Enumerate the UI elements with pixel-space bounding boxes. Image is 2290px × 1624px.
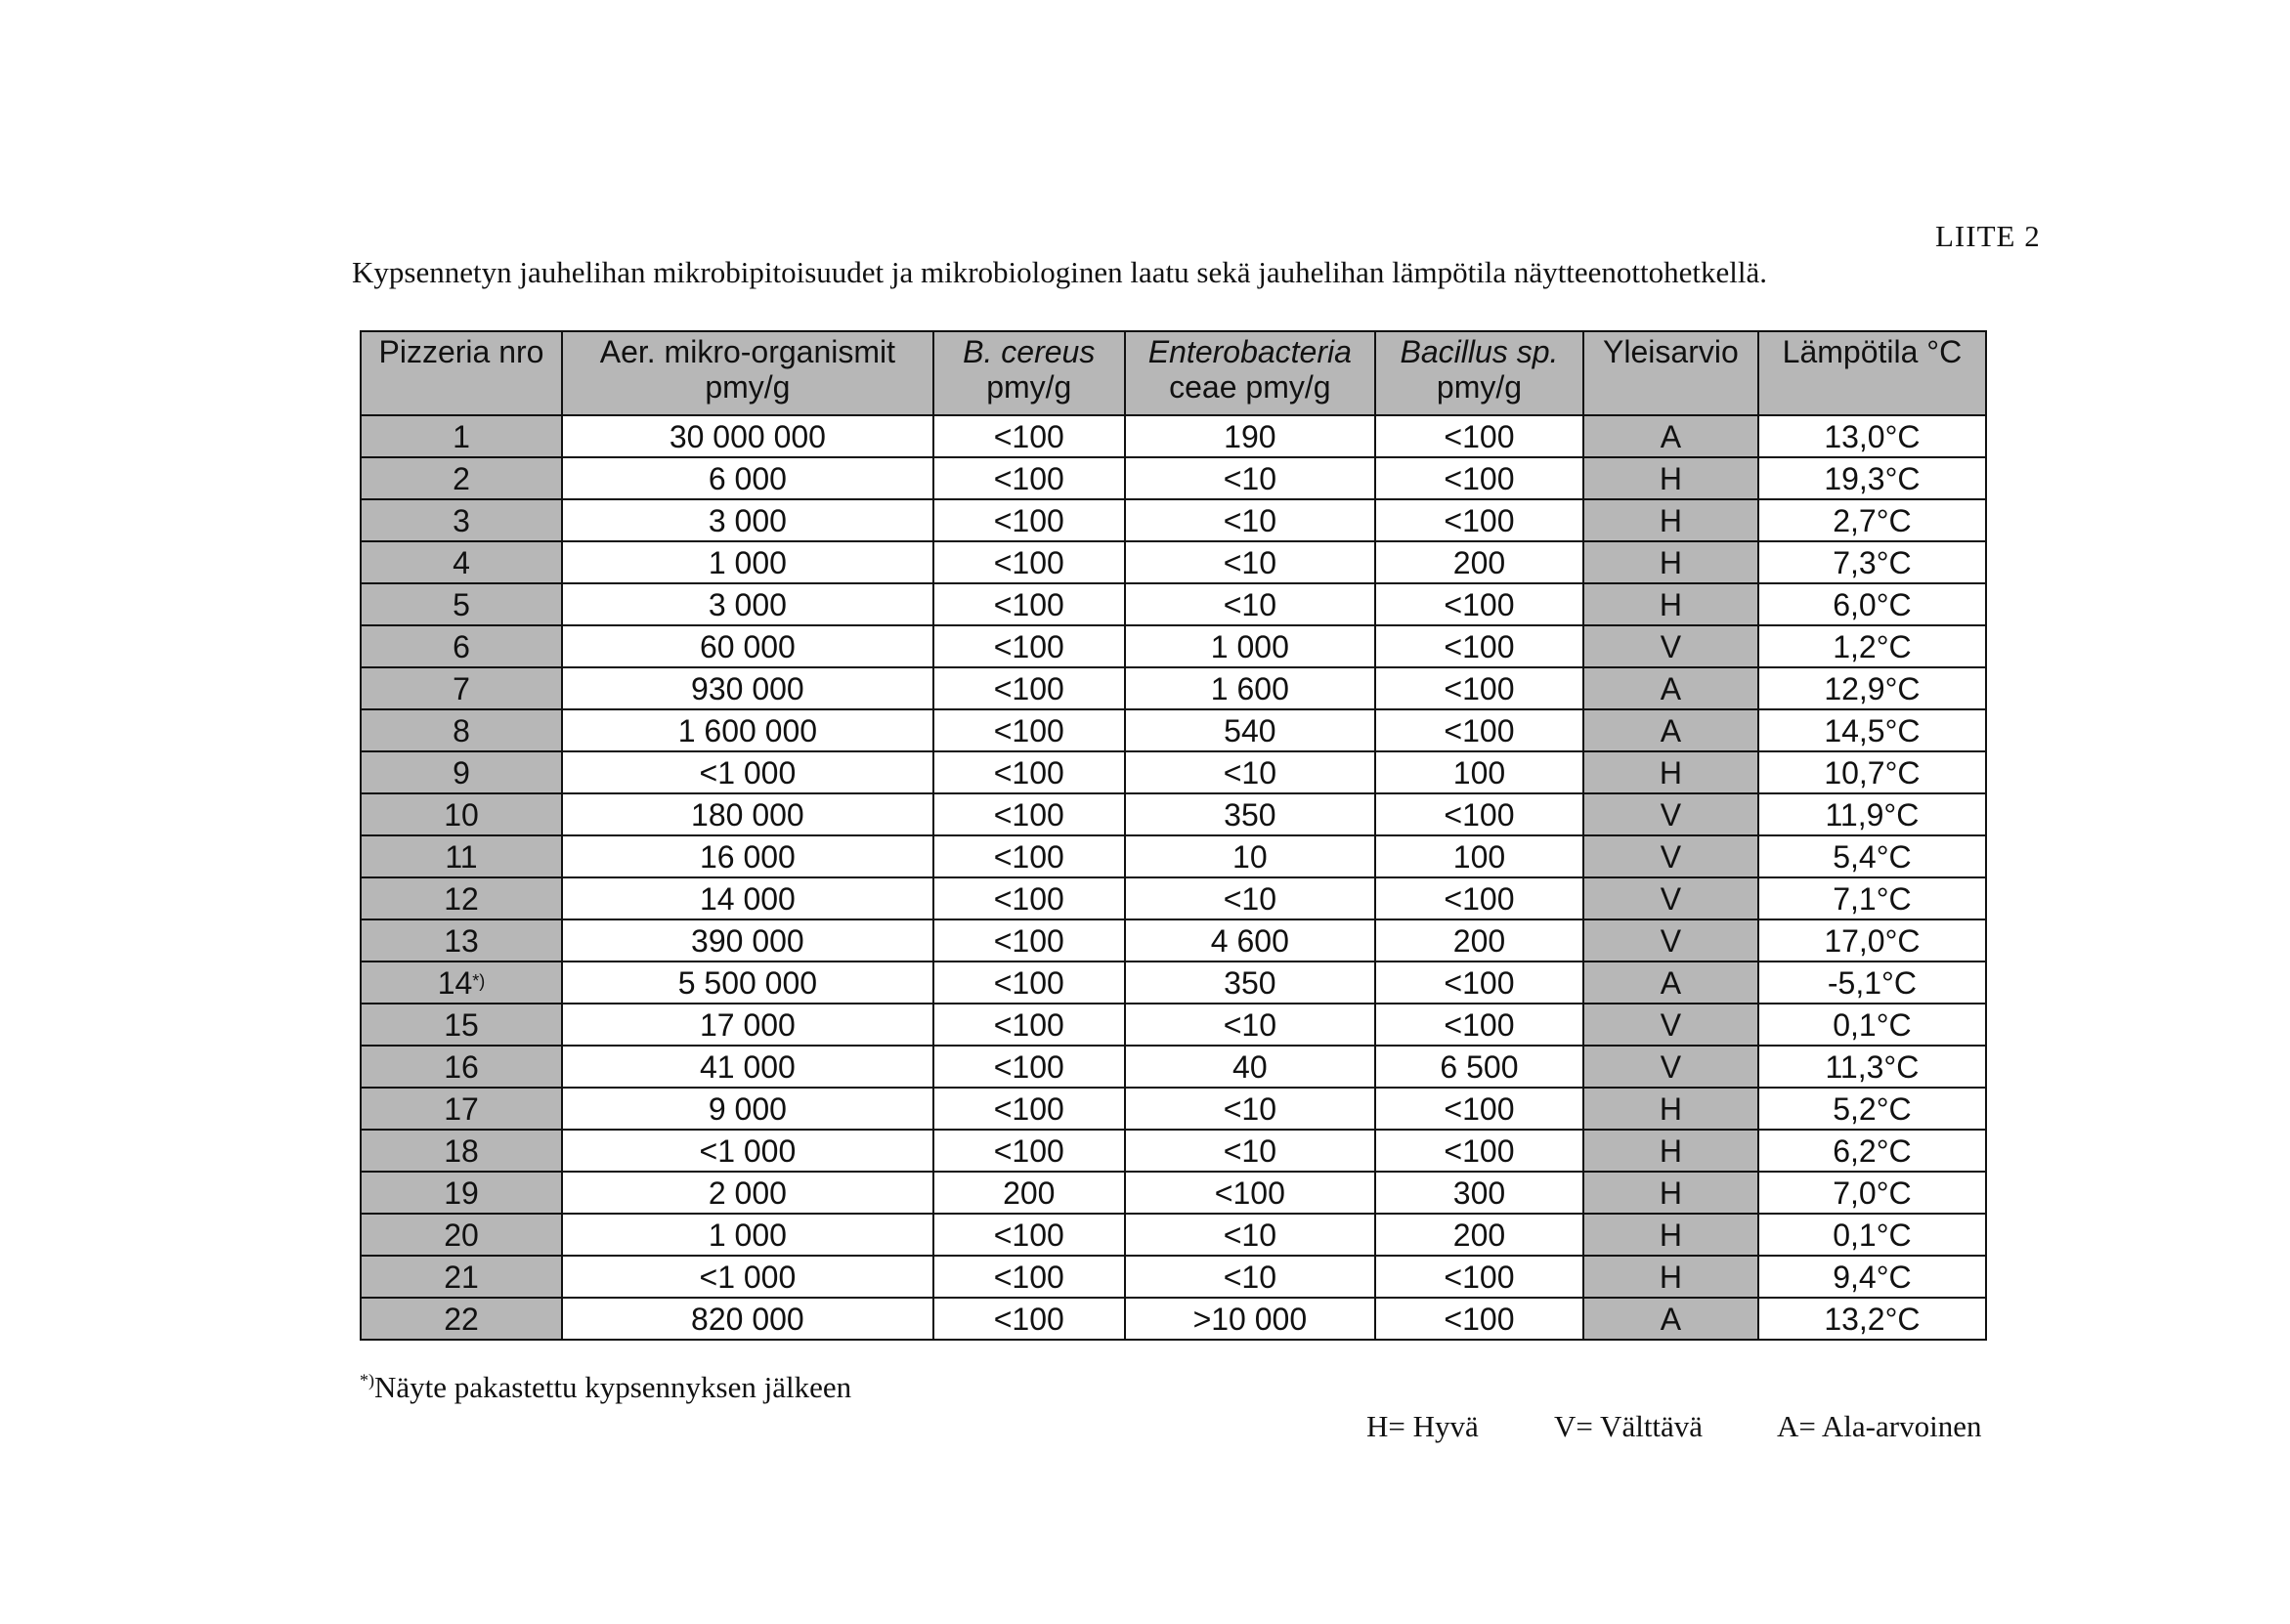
- cell-aerobic: <1 000: [562, 1256, 933, 1298]
- cell-yleisarvio: H: [1583, 1130, 1758, 1172]
- header-enterobacteriaceae: Enterobacteria ceae pmy/g: [1125, 331, 1375, 415]
- legend-ala-arvoinen: A= Ala-arvoinen: [1777, 1409, 1982, 1443]
- cell-b-cereus: <100: [933, 541, 1125, 583]
- footnote: [360, 1370, 851, 1405]
- cell-b-cereus: <100: [933, 583, 1125, 625]
- cell-bacillus: <100: [1375, 457, 1583, 499]
- cell-pizzeria-nro: 20: [361, 1214, 562, 1256]
- cell-yleisarvio: A: [1583, 709, 1758, 751]
- cell-b-cereus: <100: [933, 751, 1125, 793]
- cell-b-cereus: <100: [933, 1088, 1125, 1130]
- cell-yleisarvio: H: [1583, 1214, 1758, 1256]
- table-header: [361, 331, 1986, 415]
- cell-aerobic: 5 500 000: [562, 962, 933, 1004]
- cell-enterobacteriaceae: <10: [1125, 877, 1375, 919]
- cell-b-cereus: <100: [933, 835, 1125, 877]
- cell-aerobic: 41 000: [562, 1046, 933, 1088]
- cell-aerobic: 820 000: [562, 1298, 933, 1340]
- cell-b-cereus: <100: [933, 709, 1125, 751]
- table-row: [361, 751, 1986, 793]
- table-row: [361, 1298, 1986, 1340]
- cell-aerobic: 390 000: [562, 919, 933, 962]
- cell-yleisarvio: V: [1583, 793, 1758, 835]
- cell-lampotila: 11,3°C: [1758, 1046, 1986, 1088]
- header-aerobic: Aer. mikro-organismit pmy/g: [562, 331, 933, 415]
- cell-yleisarvio: H: [1583, 1256, 1758, 1298]
- cell-b-cereus: <100: [933, 1004, 1125, 1046]
- cell-pizzeria-nro: 21: [361, 1256, 562, 1298]
- cell-aerobic: 6 000: [562, 457, 933, 499]
- cell-pizzeria-nro: 16: [361, 1046, 562, 1088]
- cell-pizzeria-nro: 18: [361, 1130, 562, 1172]
- cell-lampotila: 11,9°C: [1758, 793, 1986, 835]
- cell-b-cereus: <100: [933, 415, 1125, 457]
- cell-aerobic: 16 000: [562, 835, 933, 877]
- table-row: [361, 415, 1986, 457]
- cell-lampotila: -5,1°C: [1758, 962, 1986, 1004]
- cell-bacillus: 100: [1375, 835, 1583, 877]
- cell-enterobacteriaceae: 540: [1125, 709, 1375, 751]
- footnote-marker: *): [360, 1370, 374, 1390]
- cell-b-cereus: <100: [933, 962, 1125, 1004]
- cell-b-cereus: <100: [933, 1214, 1125, 1256]
- cell-pizzeria-nro: 10: [361, 793, 562, 835]
- cell-pizzeria-nro: 3: [361, 499, 562, 541]
- cell-lampotila: 1,2°C: [1758, 625, 1986, 667]
- table-caption: Kypsennetyn jauhelihan mikrobipitoisuudet ja mikrobiologinen laatu sekä jauhelihan lämpötila näytteenottohetkellä.: [352, 255, 1768, 289]
- cell-yleisarvio: V: [1583, 1046, 1758, 1088]
- cell-bacillus: <100: [1375, 709, 1583, 751]
- cell-aerobic: 1 600 000: [562, 709, 933, 751]
- cell-aerobic: 3 000: [562, 499, 933, 541]
- cell-bacillus: 6 500: [1375, 1046, 1583, 1088]
- cell-enterobacteriaceae: 350: [1125, 793, 1375, 835]
- cell-lampotila: 0,1°C: [1758, 1004, 1986, 1046]
- cell-yleisarvio: V: [1583, 835, 1758, 877]
- page-label: LIITE 2: [1935, 219, 2041, 253]
- cell-bacillus: 300: [1375, 1172, 1583, 1214]
- cell-pizzeria-nro: 9: [361, 751, 562, 793]
- table-row: [361, 1256, 1986, 1298]
- cell-enterobacteriaceae: 190: [1125, 415, 1375, 457]
- cell-bacillus: <100: [1375, 583, 1583, 625]
- table-row: [361, 499, 1986, 541]
- cell-bacillus: <100: [1375, 415, 1583, 457]
- cell-aerobic: 17 000: [562, 1004, 933, 1046]
- cell-lampotila: 6,2°C: [1758, 1130, 1986, 1172]
- cell-bacillus: <100: [1375, 877, 1583, 919]
- cell-yleisarvio: H: [1583, 583, 1758, 625]
- cell-b-cereus: <100: [933, 1130, 1125, 1172]
- cell-bacillus: <100: [1375, 625, 1583, 667]
- cell-yleisarvio: H: [1583, 541, 1758, 583]
- cell-yleisarvio: A: [1583, 962, 1758, 1004]
- cell-enterobacteriaceae: <100: [1125, 1172, 1375, 1214]
- table-row: [361, 625, 1986, 667]
- cell-aerobic: 9 000: [562, 1088, 933, 1130]
- table-row: [361, 919, 1986, 962]
- cell-b-cereus: <100: [933, 499, 1125, 541]
- cell-aerobic: 180 000: [562, 793, 933, 835]
- cell-pizzeria-nro: 15: [361, 1004, 562, 1046]
- table-row: [361, 1004, 1986, 1046]
- cell-enterobacteriaceae: <10: [1125, 1004, 1375, 1046]
- cell-yleisarvio: A: [1583, 1298, 1758, 1340]
- table-row: [361, 1046, 1986, 1088]
- cell-lampotila: 14,5°C: [1758, 709, 1986, 751]
- cell-pizzeria-nro: 12: [361, 877, 562, 919]
- table-row: [361, 793, 1986, 835]
- cell-enterobacteriaceae: <10: [1125, 1088, 1375, 1130]
- table-row: [361, 457, 1986, 499]
- cell-pizzeria-nro: 14*): [361, 962, 562, 1004]
- cell-yleisarvio: A: [1583, 415, 1758, 457]
- cell-lampotila: 7,1°C: [1758, 877, 1986, 919]
- table-row: [361, 583, 1986, 625]
- footnote-text: Näyte pakastettu kypsennyksen jälkeen: [374, 1370, 852, 1404]
- table-row: [361, 667, 1986, 709]
- cell-lampotila: 10,7°C: [1758, 751, 1986, 793]
- cell-enterobacteriaceae: 40: [1125, 1046, 1375, 1088]
- cell-pizzeria-nro: 11: [361, 835, 562, 877]
- cell-yleisarvio: V: [1583, 625, 1758, 667]
- cell-aerobic: 2 000: [562, 1172, 933, 1214]
- cell-b-cereus: <100: [933, 919, 1125, 962]
- cell-yleisarvio: H: [1583, 499, 1758, 541]
- cell-enterobacteriaceae: <10: [1125, 1130, 1375, 1172]
- cell-pizzeria-nro: 1: [361, 415, 562, 457]
- cell-aerobic: <1 000: [562, 751, 933, 793]
- cell-lampotila: 5,4°C: [1758, 835, 1986, 877]
- cell-pizzeria-nro: 22: [361, 1298, 562, 1340]
- cell-pizzeria-nro: 5: [361, 583, 562, 625]
- cell-yleisarvio: V: [1583, 1004, 1758, 1046]
- cell-bacillus: <100: [1375, 1088, 1583, 1130]
- table-body: [361, 415, 1986, 1340]
- cell-enterobacteriaceae: <10: [1125, 541, 1375, 583]
- cell-lampotila: 13,0°C: [1758, 415, 1986, 457]
- table-row: [361, 1172, 1986, 1214]
- cell-yleisarvio: H: [1583, 1172, 1758, 1214]
- row-note-marker: *): [472, 970, 486, 991]
- cell-aerobic: 60 000: [562, 625, 933, 667]
- cell-pizzeria-nro: 2: [361, 457, 562, 499]
- cell-bacillus: <100: [1375, 1004, 1583, 1046]
- header-bacillus: Bacillus sp. pmy/g: [1375, 331, 1583, 415]
- table-row: [361, 877, 1986, 919]
- cell-lampotila: 13,2°C: [1758, 1298, 1986, 1340]
- cell-pizzeria-nro: 13: [361, 919, 562, 962]
- header-lampotila: Lämpötila °C: [1758, 331, 1986, 415]
- header-b-cereus: B. cereus pmy/g: [933, 331, 1125, 415]
- table-row: [361, 1214, 1986, 1256]
- cell-b-cereus: <100: [933, 625, 1125, 667]
- cell-lampotila: 19,3°C: [1758, 457, 1986, 499]
- cell-enterobacteriaceae: 4 600: [1125, 919, 1375, 962]
- cell-enterobacteriaceae: <10: [1125, 583, 1375, 625]
- cell-bacillus: 100: [1375, 751, 1583, 793]
- cell-yleisarvio: H: [1583, 457, 1758, 499]
- cell-aerobic: 14 000: [562, 877, 933, 919]
- cell-bacillus: <100: [1375, 793, 1583, 835]
- cell-lampotila: 0,1°C: [1758, 1214, 1986, 1256]
- legend-hyva: H= Hyvä: [1366, 1409, 1479, 1443]
- cell-yleisarvio: V: [1583, 919, 1758, 962]
- cell-enterobacteriaceae: <10: [1125, 1256, 1375, 1298]
- cell-enterobacteriaceae: >10 000: [1125, 1298, 1375, 1340]
- cell-enterobacteriaceae: 10: [1125, 835, 1375, 877]
- cell-lampotila: 9,4°C: [1758, 1256, 1986, 1298]
- cell-bacillus: 200: [1375, 541, 1583, 583]
- cell-b-cereus: <100: [933, 877, 1125, 919]
- cell-lampotila: 5,2°C: [1758, 1088, 1986, 1130]
- cell-yleisarvio: A: [1583, 667, 1758, 709]
- cell-bacillus: <100: [1375, 1130, 1583, 1172]
- table-row: [361, 541, 1986, 583]
- cell-bacillus: <100: [1375, 962, 1583, 1004]
- cell-b-cereus: <100: [933, 1256, 1125, 1298]
- cell-pizzeria-nro: 17: [361, 1088, 562, 1130]
- cell-bacillus: <100: [1375, 1298, 1583, 1340]
- cell-enterobacteriaceae: 1 600: [1125, 667, 1375, 709]
- cell-lampotila: 6,0°C: [1758, 583, 1986, 625]
- cell-aerobic: 930 000: [562, 667, 933, 709]
- cell-lampotila: 7,3°C: [1758, 541, 1986, 583]
- cell-enterobacteriaceae: <10: [1125, 499, 1375, 541]
- cell-bacillus: 200: [1375, 919, 1583, 962]
- cell-pizzeria-nro: 19: [361, 1172, 562, 1214]
- cell-aerobic: 3 000: [562, 583, 933, 625]
- cell-aerobic: 1 000: [562, 1214, 933, 1256]
- results-table: [360, 330, 1987, 1341]
- legend-valttava: V= Välttävä: [1554, 1409, 1704, 1443]
- header-yleisarvio: Yleisarvio: [1583, 331, 1758, 415]
- cell-lampotila: 7,0°C: [1758, 1172, 1986, 1214]
- cell-yleisarvio: V: [1583, 877, 1758, 919]
- header-pizzeria-nro: Pizzeria nro: [361, 331, 562, 415]
- cell-lampotila: 17,0°C: [1758, 919, 1986, 962]
- cell-b-cereus: <100: [933, 457, 1125, 499]
- cell-pizzeria-nro: 7: [361, 667, 562, 709]
- cell-aerobic: 30 000 000: [562, 415, 933, 457]
- table-row: [361, 835, 1986, 877]
- cell-b-cereus: <100: [933, 793, 1125, 835]
- cell-pizzeria-nro: 4: [361, 541, 562, 583]
- cell-b-cereus: <100: [933, 667, 1125, 709]
- cell-bacillus: <100: [1375, 499, 1583, 541]
- cell-lampotila: 2,7°C: [1758, 499, 1986, 541]
- cell-bacillus: <100: [1375, 1256, 1583, 1298]
- table-row: [361, 1130, 1986, 1172]
- cell-b-cereus: 200: [933, 1172, 1125, 1214]
- cell-bacillus: 200: [1375, 1214, 1583, 1256]
- cell-enterobacteriaceae: <10: [1125, 457, 1375, 499]
- cell-b-cereus: <100: [933, 1298, 1125, 1340]
- cell-enterobacteriaceae: <10: [1125, 1214, 1375, 1256]
- table-row: [361, 709, 1986, 751]
- cell-aerobic: <1 000: [562, 1130, 933, 1172]
- table-row: [361, 1088, 1986, 1130]
- table-row: [361, 962, 1986, 1004]
- header-row: [361, 331, 1986, 415]
- cell-yleisarvio: H: [1583, 751, 1758, 793]
- cell-yleisarvio: H: [1583, 1088, 1758, 1130]
- cell-aerobic: 1 000: [562, 541, 933, 583]
- cell-enterobacteriaceae: 1 000: [1125, 625, 1375, 667]
- cell-pizzeria-nro: 6: [361, 625, 562, 667]
- cell-lampotila: 12,9°C: [1758, 667, 1986, 709]
- cell-bacillus: <100: [1375, 667, 1583, 709]
- cell-pizzeria-nro: 8: [361, 709, 562, 751]
- cell-enterobacteriaceae: 350: [1125, 962, 1375, 1004]
- cell-b-cereus: <100: [933, 1046, 1125, 1088]
- cell-enterobacteriaceae: <10: [1125, 751, 1375, 793]
